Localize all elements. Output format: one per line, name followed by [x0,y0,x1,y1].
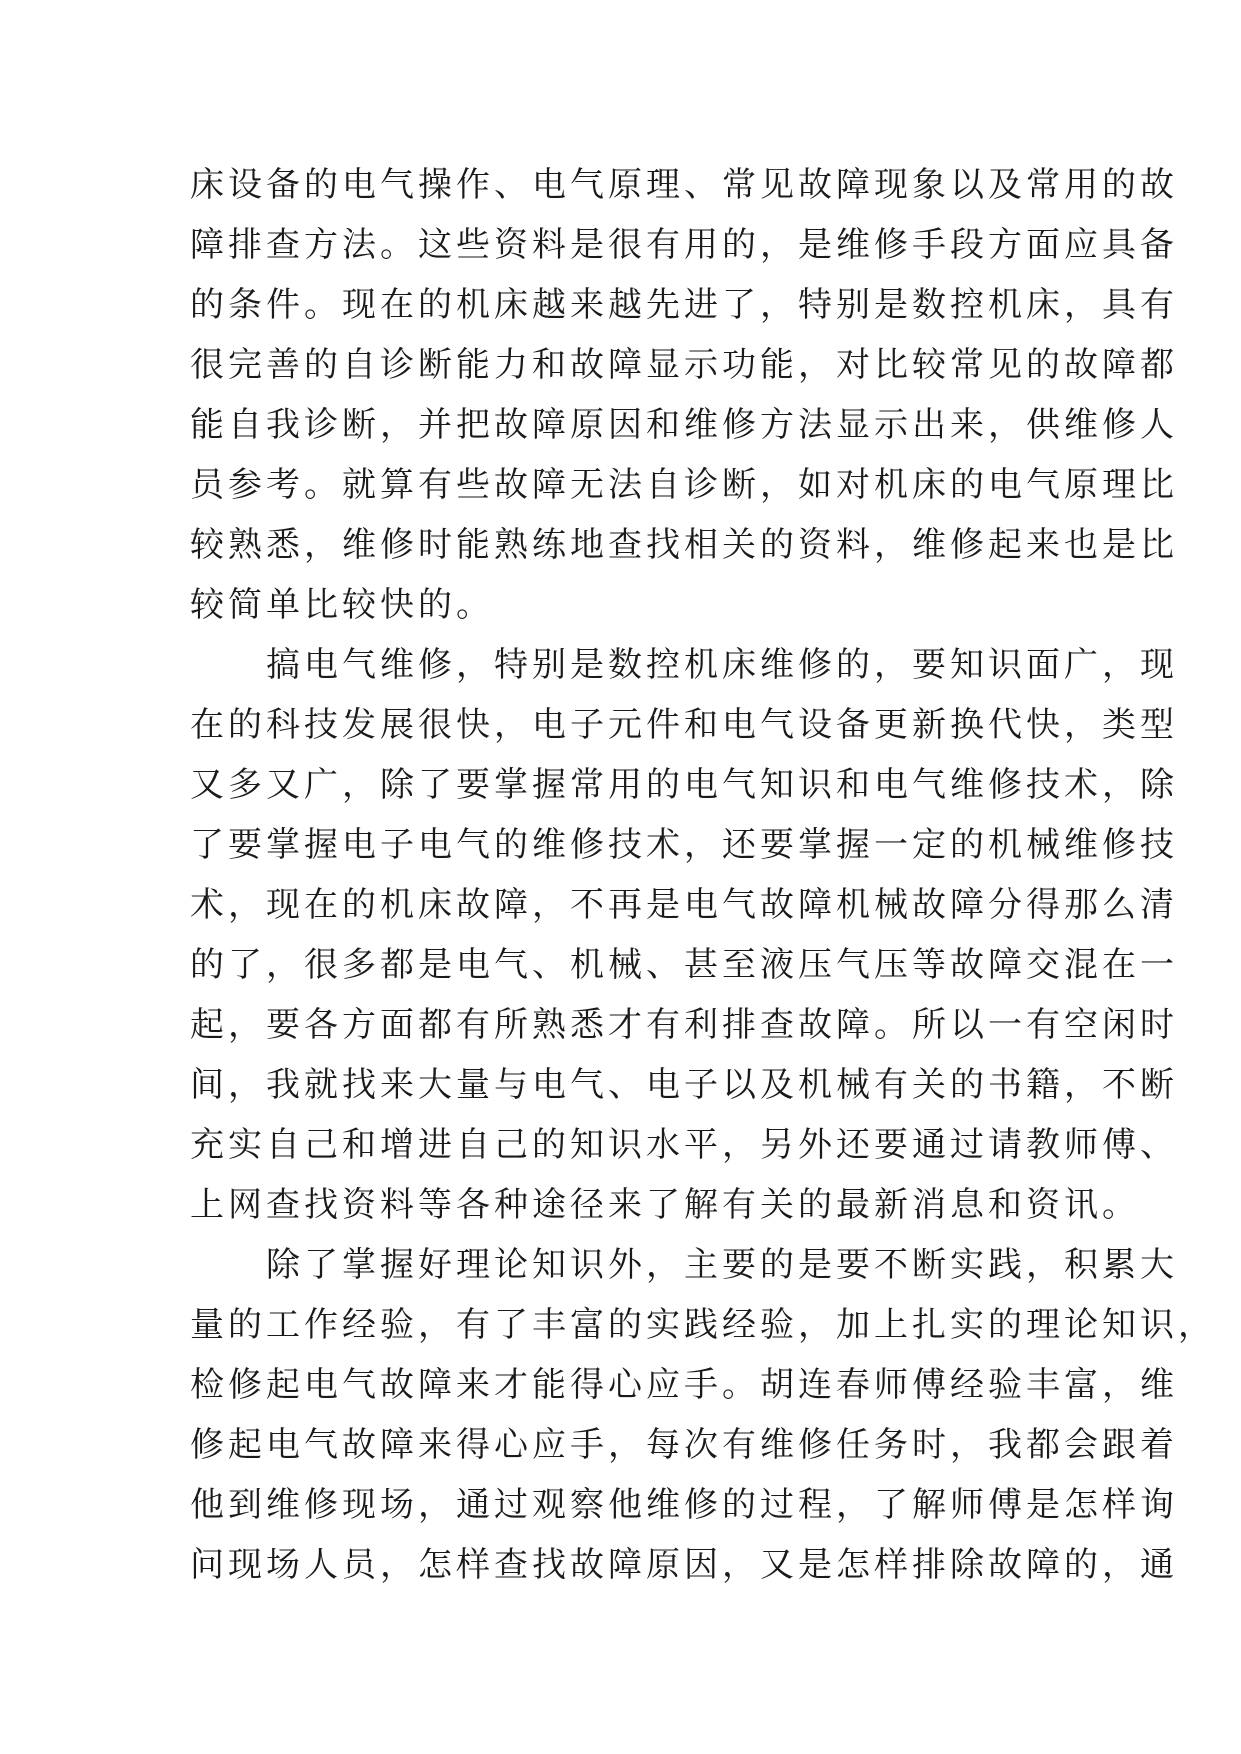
text-line: 的了，很多都是电气、机械、甚至液压气压等故障交混在一 [190,945,1178,985]
text-line: 充实自己和增进自己的知识水平，另外还要通过请教师傅、 [190,1125,1178,1165]
text-line: 的条件。现在的机床越来越先进了，特别是数控机床，具有 [190,285,1178,325]
text-line: 了要掌握电子电气的维修技术，还要掌握一定的机械维修技 [190,825,1178,865]
text-line: 检修起电气故障来才能得心应手。胡连春师傅经验丰富，维 [190,1365,1178,1405]
text-line: 较简单比较快的。 [190,585,494,625]
text-line: 修起电气故障来得心应手，每次有维修任务时，我都会跟着 [190,1425,1178,1465]
text-line: 能自我诊断，并把故障原因和维修方法显示出来，供维修人 [190,405,1178,445]
text-line: 问现场人员，怎样查找故障原因，又是怎样排除故障的，通 [190,1545,1178,1585]
text-line: 术，现在的机床故障，不再是电气故障机械故障分得那么清 [190,885,1178,925]
text-line: 间，我就找来大量与电气、电子以及机械有关的书籍，不断 [190,1065,1178,1105]
text-line: 床设备的电气操作、电气原理、常见故障现象以及常用的故 [190,165,1178,205]
body-text [190,155,1216,1595]
text-line: 量的工作经验，有了丰富的实践经验，加上扎实的理论知识， [190,1305,1216,1345]
text-line: 又多又广，除了要掌握常用的电气知识和电气维修技术，除 [190,765,1178,805]
text-line: 很完善的自诊断能力和故障显示功能，对比较常见的故障都 [190,345,1178,385]
paragraph-first-line: 搞电气维修，特别是数控机床维修的，要知识面广，现 [266,645,1178,685]
text-line: 上网查找资料等各种途径来了解有关的最新消息和资讯。 [190,1185,1140,1225]
text-line: 较熟悉，维修时能熟练地查找相关的资料，维修起来也是比 [190,525,1178,565]
text-line: 他到维修现场，通过观察他维修的过程，了解师傅是怎样询 [190,1485,1178,1525]
text-line: 员参考。就算有些故障无法自诊断，如对机床的电气原理比 [190,465,1178,505]
paragraph-first-line: 除了掌握好理论知识外，主要的是要不断实践，积累大 [266,1245,1178,1285]
text-line: 在的科技发展很快，电子元件和电气设备更新换代快，类型 [190,705,1178,745]
text-line: 障排查方法。这些资料是很有用的，是维修手段方面应具备 [190,225,1178,265]
text-line: 起，要各方面都有所熟悉才有利排查故障。所以一有空闲时 [190,1005,1178,1045]
